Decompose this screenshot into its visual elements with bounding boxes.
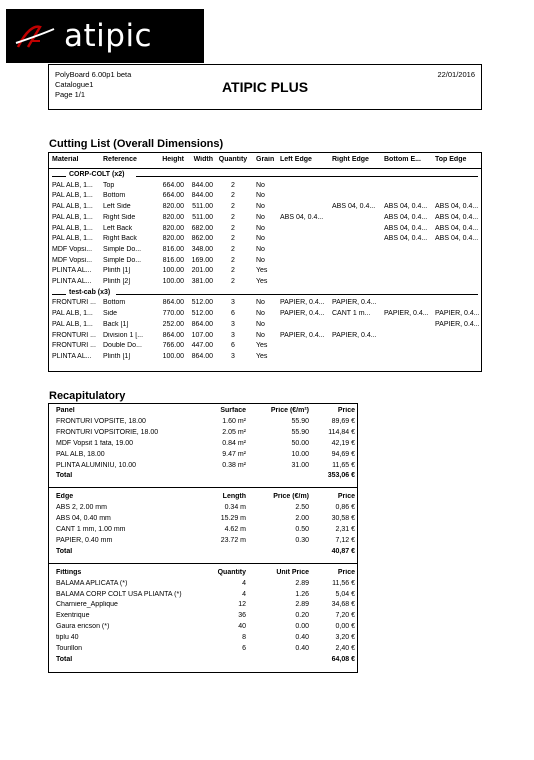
- recap-cell: Total: [56, 547, 73, 555]
- recap-cell: 0.00: [295, 623, 309, 631]
- table-cell: 348.00: [191, 245, 213, 253]
- table-cell: PAPIER, 0.4...: [384, 310, 429, 318]
- recap-cell: 3,20 €: [335, 634, 355, 642]
- table-cell: No: [256, 256, 265, 264]
- table-cell: 2: [231, 278, 235, 285]
- table-cell: 864.00: [191, 352, 213, 360]
- table-cell: PAL ALB, 1...: [52, 310, 93, 318]
- recap-cell: 50.00: [291, 439, 309, 447]
- table-cell: Yes: [256, 267, 268, 275]
- recap-cell: Total: [56, 655, 73, 663]
- recap-cell: Price (€/m): [273, 493, 309, 501]
- table-cell: 100.00: [162, 352, 184, 360]
- report-header: [48, 64, 482, 110]
- table-row: [49, 267, 481, 278]
- table-cell: PAPIER, 0.4...: [435, 320, 480, 328]
- table-cell: PLINTA AL...: [52, 267, 92, 275]
- table-cell: 2: [231, 245, 235, 253]
- fittings-row: [49, 645, 357, 655]
- table-row: [49, 332, 481, 343]
- table-cell: ABS 04, 0.4...: [435, 235, 479, 243]
- table-row: [49, 246, 481, 257]
- recap-cell: 0.40: [295, 645, 309, 652]
- recap-cell: Price: [337, 493, 355, 501]
- recap-cell: 2.89: [295, 601, 309, 609]
- group-divider: [52, 294, 66, 295]
- table-cell: 252.00: [162, 320, 184, 328]
- table-cell: No: [256, 235, 265, 243]
- table-cell: 864.00: [162, 299, 184, 307]
- section-divider: [49, 563, 357, 564]
- table-cell: ABS 04, 0.4...: [435, 224, 479, 232]
- table-cell: 682.00: [191, 224, 213, 232]
- table-cell: 844.00: [191, 181, 213, 189]
- table-cell: 816.00: [162, 245, 184, 253]
- column-header: Top Edge: [435, 156, 467, 163]
- recap-cell: 12: [238, 601, 246, 609]
- recap-cell: 15.29 m: [220, 515, 246, 523]
- recap-cell: 0.40: [295, 634, 309, 642]
- table-cell: 6: [231, 342, 235, 350]
- edge-row: [49, 526, 357, 536]
- report-date: 22/01/2016: [437, 70, 475, 79]
- table-cell: ABS 04, 0.4...: [384, 213, 428, 221]
- recap-cell: 2,40 €: [335, 645, 355, 652]
- recap-cell: Price: [337, 568, 355, 576]
- table-cell: 6: [231, 310, 235, 318]
- table-cell: MDF Vopsi...: [52, 256, 93, 264]
- table-row: [49, 321, 481, 332]
- column-header: Material: [52, 156, 79, 163]
- table-cell: Top: [103, 181, 115, 189]
- table-cell: Yes: [256, 278, 268, 285]
- recap-cell: 0.84 m²: [222, 439, 246, 447]
- fittings-header-row: [49, 569, 357, 579]
- recap-cell: 2,31 €: [335, 526, 355, 533]
- table-cell: No: [256, 331, 265, 339]
- recap-cell: 2.05 m²: [222, 428, 246, 436]
- table-cell: 511.00: [192, 203, 213, 211]
- cutting-list-table: [48, 152, 482, 372]
- recap-cell: FRONTURI VOPSITE, 18.00: [56, 417, 146, 425]
- panel-row: [49, 429, 357, 439]
- table-row: [49, 225, 481, 236]
- recap-cell: 2.00: [295, 515, 309, 523]
- table-cell: Double Do...: [103, 342, 142, 350]
- column-header: Right Edge: [332, 156, 369, 163]
- fittings-total-row: [49, 656, 357, 666]
- table-cell: ABS 04, 0.4...: [332, 203, 376, 211]
- table-cell: 107.00: [191, 331, 213, 339]
- recap-cell: 6: [242, 645, 246, 652]
- table-cell: 381.00: [191, 278, 213, 285]
- recap-cell: 40: [238, 623, 246, 631]
- recap-cell: 23.72 m: [220, 536, 246, 544]
- group-header: [52, 171, 478, 181]
- edge-row: [49, 537, 357, 547]
- table-cell: 2: [231, 224, 235, 232]
- recap-cell: Gaura ericson (*): [56, 623, 110, 631]
- group-divider: [116, 294, 478, 295]
- table-cell: No: [256, 181, 265, 189]
- table-cell: PAL ALB, 1...: [52, 235, 93, 243]
- table-cell: PAL ALB, 1...: [52, 203, 93, 211]
- column-header: Reference: [103, 156, 137, 163]
- recap-cell: PAL ALB, 18.00: [56, 450, 105, 458]
- table-cell: Yes: [256, 352, 268, 360]
- recap-cell: 7,20 €: [335, 612, 355, 620]
- table-cell: FRONTURI ...: [52, 331, 96, 339]
- fittings-row: [49, 623, 357, 633]
- table-cell: Right Side: [103, 213, 136, 221]
- table-cell: 2: [231, 235, 235, 243]
- table-cell: Division 1 [...: [103, 331, 144, 339]
- table-cell: Simple Do...: [103, 245, 142, 253]
- table-cell: 664.00: [162, 192, 184, 200]
- table-cell: PAL ALB, 1...: [52, 224, 93, 232]
- table-cell: 820.00: [162, 224, 184, 232]
- recap-cell: Unit Price: [276, 568, 309, 576]
- group-label: CORP-COLT (x2): [69, 171, 125, 178]
- recap-cell: 1.60 m²: [222, 417, 246, 425]
- table-cell: Left Back: [103, 224, 133, 232]
- table-cell: 2: [231, 192, 235, 200]
- table-cell: 3: [231, 352, 235, 360]
- table-cell: 2: [231, 203, 235, 211]
- panel-row: [49, 418, 357, 428]
- recap-cell: ABS 2, 2.00 mm: [56, 504, 107, 512]
- table-row: [49, 192, 481, 203]
- group-header: [52, 289, 478, 299]
- recap-cell: PLINTA ALUMINIU, 10.00: [56, 461, 137, 469]
- recap-cell: 89,69 €: [331, 417, 355, 425]
- table-cell: 511.00: [192, 213, 213, 221]
- recap-cell: tiplu 40: [56, 634, 79, 642]
- table-cell: 816.00: [162, 256, 184, 264]
- table-cell: PAPIER, 0.4...: [280, 331, 325, 339]
- table-cell: FRONTURI ...: [52, 342, 96, 350]
- recap-cell: BALAMA CORP COLT USA PLIANTA (*): [56, 590, 182, 598]
- column-header: Width: [193, 156, 213, 163]
- recap-cell: FRONTURI VOPSITORIE, 18.00: [56, 428, 159, 436]
- group-divider: [136, 176, 478, 177]
- table-cell: ABS 04, 0.4...: [384, 203, 428, 211]
- recap-cell: Price: [337, 407, 355, 414]
- recap-cell: Length: [222, 493, 246, 501]
- table-cell: 844.00: [191, 192, 213, 200]
- table-cell: 2: [231, 256, 235, 264]
- recap-cell: 353,06 €: [327, 472, 355, 480]
- group-divider: [52, 176, 66, 177]
- table-cell: No: [256, 192, 265, 200]
- table-cell: Plinth [1]: [103, 352, 131, 360]
- table-row: [49, 299, 481, 310]
- table-cell: 3: [231, 299, 235, 307]
- recap-cell: 9.47 m²: [222, 450, 246, 458]
- table-row: [49, 257, 481, 268]
- table-cell: 447.00: [191, 342, 213, 350]
- panel-header-row: [49, 407, 357, 417]
- recap-cell: Edge: [56, 493, 74, 501]
- table-cell: 3: [231, 331, 235, 339]
- page-number: Page 1/1: [55, 90, 86, 99]
- recap-cell: 114,84 €: [328, 428, 355, 436]
- table-cell: Bottom: [103, 192, 126, 200]
- table-cell: 100.00: [162, 267, 184, 275]
- panel-row: [49, 451, 357, 461]
- table-cell: 664.00: [162, 181, 184, 189]
- table-row: [49, 310, 481, 321]
- recap-cell: 0,00 €: [335, 623, 355, 631]
- report-title: ATIPIC PLUS: [221, 79, 309, 95]
- table-row: [49, 203, 481, 214]
- table-cell: No: [256, 224, 265, 232]
- logo-text: atipic: [64, 17, 153, 54]
- recap-cell: 1.26: [295, 590, 309, 598]
- table-cell: No: [256, 299, 265, 307]
- table-cell: PAL ALB, 1...: [52, 181, 93, 189]
- table-cell: PAPIER, 0.4...: [435, 310, 480, 318]
- table-cell: No: [256, 245, 265, 253]
- recap-cell: Panel: [56, 407, 75, 414]
- table-row: [49, 182, 481, 193]
- table-cell: 512.00: [191, 299, 213, 307]
- recap-cell: 11,56 €: [332, 579, 355, 587]
- table-cell: Right Back: [103, 235, 137, 243]
- catalogue-name: Catalogue1: [55, 80, 94, 89]
- recap-cell: Fittings: [56, 568, 82, 576]
- table-cell: 201.00: [191, 267, 213, 275]
- recap-cell: 64,08 €: [331, 655, 355, 663]
- table-cell: PAL ALB, 1...: [52, 320, 93, 328]
- table-cell: FRONTURI ...: [52, 299, 96, 307]
- table-cell: CANT 1 m...: [332, 310, 371, 318]
- recap-cell: BALAMA APLICATA (*): [56, 579, 128, 587]
- table-cell: PLINTA AL...: [52, 278, 92, 285]
- recap-cell: 5,04 €: [335, 590, 355, 598]
- table-row: [49, 278, 481, 289]
- table-cell: ABS 04, 0.4...: [384, 224, 428, 232]
- table-cell: 864.00: [162, 331, 184, 339]
- recap-cell: 2.89: [295, 579, 309, 587]
- table-cell: Plinth [1]: [103, 267, 131, 275]
- logo-mark-icon: [14, 21, 56, 51]
- fittings-row: [49, 580, 357, 590]
- recap-cell: Price (€/m²): [270, 407, 309, 414]
- recap-cell: MDF Vopsit 1 fata, 19.00: [56, 439, 134, 447]
- recap-cell: ABS 04, 0.40 mm: [56, 515, 111, 523]
- table-cell: 169.00: [191, 256, 213, 264]
- table-row: [49, 353, 481, 364]
- table-cell: PAPIER, 0.4...: [280, 299, 325, 307]
- recap-cell: 4: [242, 590, 246, 598]
- recap-cell: Tourillon: [56, 645, 83, 652]
- table-cell: PLINTA AL...: [52, 352, 92, 360]
- recap-cell: 31.00: [291, 461, 309, 469]
- recap-cell: 0.38 m²: [222, 461, 246, 469]
- recap-cell: 0.50: [295, 526, 309, 533]
- recap-cell: 0.30: [295, 536, 309, 544]
- table-cell: Plinth [2]: [103, 278, 131, 285]
- software-version: PolyBoard 6.00p1 beta: [55, 70, 132, 79]
- table-cell: 2: [231, 213, 235, 221]
- table-cell: 2: [231, 267, 235, 275]
- recap-cell: 0,86 €: [335, 504, 355, 512]
- recap-cell: Quantity: [217, 568, 246, 576]
- table-cell: 2: [231, 181, 235, 189]
- table-cell: ABS 04, 0.4...: [384, 235, 428, 243]
- panel-row: [49, 462, 357, 472]
- recap-cell: 2.50: [295, 504, 309, 512]
- table-cell: PAPIER, 0.4...: [332, 299, 377, 307]
- table-cell: ABS 04, 0.4...: [435, 203, 479, 211]
- recap-cell: Surface: [220, 407, 246, 414]
- table-cell: ABS 04, 0.4...: [280, 213, 324, 221]
- recap-title: Recapitulatory: [49, 390, 126, 402]
- recap-cell: CANT 1 mm, 1.00 mm: [56, 526, 126, 533]
- recap-table: [48, 403, 358, 673]
- recap-cell: 36: [238, 612, 246, 620]
- recap-cell: 55.90: [291, 428, 309, 436]
- recap-cell: 40,87 €: [331, 547, 355, 555]
- table-cell: No: [256, 320, 265, 328]
- recap-cell: 7,12 €: [335, 536, 355, 544]
- fittings-row: [49, 634, 357, 644]
- fittings-row: [49, 612, 357, 622]
- table-cell: 512.00: [191, 310, 213, 318]
- table-cell: No: [256, 213, 265, 221]
- table-cell: PAL ALB, 1...: [52, 192, 93, 200]
- column-header: Height: [162, 156, 184, 163]
- recap-cell: 4: [242, 579, 246, 587]
- recap-cell: 8: [242, 634, 246, 642]
- group-label: test-cab (x3): [69, 288, 111, 296]
- recap-cell: 0.34 m: [224, 504, 246, 512]
- recap-cell: 94,69 €: [331, 450, 355, 458]
- table-cell: 766.00: [162, 342, 184, 350]
- table-cell: Left Side: [103, 203, 131, 211]
- table-cell: 3: [231, 320, 235, 328]
- cutting-list-title: Cutting List (Overall Dimensions): [49, 138, 224, 150]
- column-header: Bottom E...: [384, 156, 421, 163]
- column-header: Left Edge: [280, 156, 312, 163]
- recap-cell: 34,68 €: [331, 601, 355, 609]
- table-cell: 820.00: [162, 213, 184, 221]
- table-cell: PAPIER, 0.4...: [280, 310, 325, 318]
- table-row: [49, 342, 481, 353]
- recap-cell: 42,19 €: [331, 439, 355, 447]
- recap-cell: PAPIER, 0.40 mm: [56, 536, 113, 544]
- table-cell: Simple Do...: [103, 256, 142, 264]
- table-cell: Back [1]: [103, 320, 129, 328]
- table-cell: 864.00: [191, 320, 213, 328]
- table-cell: 100.00: [162, 278, 184, 285]
- edge-total-row: [49, 548, 357, 558]
- recap-cell: 11,65 €: [332, 461, 355, 469]
- table-cell: 820.00: [162, 235, 184, 243]
- table-cell: PAL ALB, 1...: [52, 213, 93, 221]
- edge-row: [49, 504, 357, 514]
- panel-total-row: [49, 472, 357, 482]
- recap-cell: 10.00: [291, 450, 309, 458]
- recap-cell: 4.62 m: [224, 526, 246, 533]
- recap-cell: 55.90: [291, 417, 309, 425]
- edge-row: [49, 515, 357, 525]
- table-cell: PAPIER, 0.4...: [332, 331, 377, 339]
- table-cell: 820.00: [162, 203, 184, 211]
- table-cell: Bottom: [103, 299, 126, 307]
- table-row: [49, 214, 481, 225]
- fittings-row: [49, 591, 357, 601]
- table-cell: 862.00: [191, 235, 213, 243]
- fittings-row: [49, 601, 357, 611]
- recap-cell: Exentrique: [56, 612, 90, 620]
- table-cell: 770.00: [162, 310, 184, 318]
- recap-cell: Total: [56, 472, 73, 480]
- table-cell: ABS 04, 0.4...: [435, 213, 479, 221]
- table-cell: No: [256, 310, 265, 318]
- column-header: Grain: [256, 156, 275, 163]
- table-cell: No: [256, 203, 265, 211]
- column-header: Quantity: [218, 156, 248, 163]
- section-divider: [49, 487, 357, 488]
- table-cell: MDF Vopsi...: [52, 245, 93, 253]
- edge-header-row: [49, 493, 357, 503]
- table-cell: Yes: [256, 342, 268, 350]
- panel-row: [49, 440, 357, 450]
- cutting-list-header: [49, 153, 481, 169]
- recap-cell: Charniere_Applique: [56, 601, 118, 609]
- recap-cell: 30,58 €: [331, 515, 355, 523]
- atipic-logo: [6, 9, 204, 63]
- table-cell: Side: [103, 310, 118, 318]
- recap-cell: 0.20: [295, 612, 309, 620]
- table-row: [49, 235, 481, 246]
